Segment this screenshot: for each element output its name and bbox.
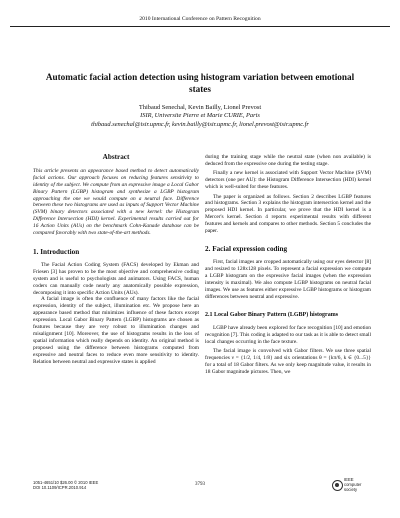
author-names: Thibaud Senechal, Kevin Bailly, Lionel Prevost — [138, 104, 262, 111]
author-affiliation: ISIR, Universite Pierre et Marie CURIE, Paris — [140, 112, 260, 120]
section-heading-introduction: 1. Introduction — [33, 247, 80, 256]
intro-paragraph-5: The paper is organized as follows. Section 2 describes LGBP features and histograms. Section 3 explains the histogram intersection kernel and the proposed HDI kernel. In particular, we prove that the HDI kernel is a Mercer's kernel. Section 4 reports experimental results with different features and kernels and compares to other methods. Section 5 concludes the paper. — [205, 193, 371, 235]
author-block — [30, 104, 370, 129]
abstract-heading: Abstract — [102, 153, 130, 161]
intro-paragraph-1: The Facial Action Coding System (FACS) developed by Ekman and Friesen [3] has proven to be the most objective and comprehensive coding system and is useful to psychologists and animators. Using FACS, human coders can manually code nearly any anatomically possible expression, decomposing it into specific Action Units (AUs). — [33, 261, 199, 296]
section-heading-facial-expression-coding: 2. Facial expression coding — [205, 245, 288, 254]
intro-paragraph-3: during the training stage while the neutral state (when non available) is deduced from the expressive one during the testing stage. — [205, 154, 371, 167]
intro-paragraph-2: A facial image is often the confluence of many factors like the facial expression, identity of the subject, illumination etc. We propose here an appearance based method that minimizes influence of these factors except expression. Local Gabor Binary Pattern (LGBP) histograms are chosen as features because they are very robust to illumination changes and misalignment [10]. Moreover, the use of histograms results in the loss of spatial information which really depends on identity. An original method is proposed using the difference between histograms computed from expressive and neutral faces to reduce even more sensitivity to identity. Relation between neutral and expressive states is applied — [33, 296, 199, 365]
right-column — [205, 154, 371, 378]
author-emails: thibaud.senechal@isir.upmc.fr, kevin.bailly@isir.upmc.fr, lionel.prevost@isir.upmc.fr — [91, 120, 309, 128]
section2-paragraph-1: First, facial images are cropped automatically using our eyes detector [8] and resized to 128x128 pixels. To represent a facial expression we compute a LGBP histogram on the expressive facial images (when the expression intensity is maximal). We also compute LGBP histograms on neutral facial images. We use as features either expressive LGBP histograms or histogram differences between neutral and expressive. — [205, 259, 371, 300]
paper-title: Automatic facial action detection using histogram variation between emotional states — [45, 72, 355, 94]
society-logo-icon — [332, 480, 343, 491]
subsection-paragraph-1: LGBP have already been explored for face recognition [10] and emotion recognition [7]. This coding is adapted to our task as it is able to detect small local changes occurring in the face texture. — [205, 324, 371, 345]
subsection-heading-lgbp: 2.1 Local Gabor Binary Pattern (LGBP) histograms — [205, 312, 339, 319]
intro-paragraph-4: Finally a new kernel is associated with Support Vector Machine (SVM) detectors (one per AU): the Histogram Difference Intersection (HDI) kernel which is well-suited for these features. — [205, 170, 371, 191]
logo-text: IEEE computer society — [344, 477, 362, 492]
footer-issn: 1051-4651/10 $26.00 © 2010 IEEE — [33, 480, 99, 485]
header-rule — [10, 26, 390, 27]
ieee-computer-society-logo — [332, 476, 372, 498]
subsection-paragraph-2: The facial image is convolved with Gabor filters. We use three spatial frequencies ν = {1/2, 1/4, 1/8} and six orientations θ = {kπ/6, k ∈ {0...5}} for a total of 18 Gabor filters. As we only keep magnitude value, it results in 18 Gabor magnitude pictures. Then, we — [205, 347, 371, 375]
conference-header: 2010 International Conference on Pattern Recognition — [139, 16, 261, 22]
abstract-text: This article presents an appearance based method to detect automatically facial actions. Our approach focuses on reducing features sensitivity to identity of the subject. We compute from an expressive image a Local Gabor Binary Pattern (LGBP) histogram and synthesize a LGBP histogram approaching the one we would compute on a neutral face. Difference between these two histograms are used as inputs of Support Vector Machine (SVM) binary detectors associated with a new kernel: the Histogram Difference Intersection (HDI) kernel. Experimental results carried out for 16 Action Units (AUs) on the benchmark Cohn-Kanade database can be compared favorably with two state-of-the-art methods. — [33, 167, 199, 237]
left-column — [33, 154, 199, 365]
footer-doi: DOI 10.1109/ICPR.2010.914 — [33, 485, 87, 491]
page-number: 3793 — [195, 482, 205, 487]
